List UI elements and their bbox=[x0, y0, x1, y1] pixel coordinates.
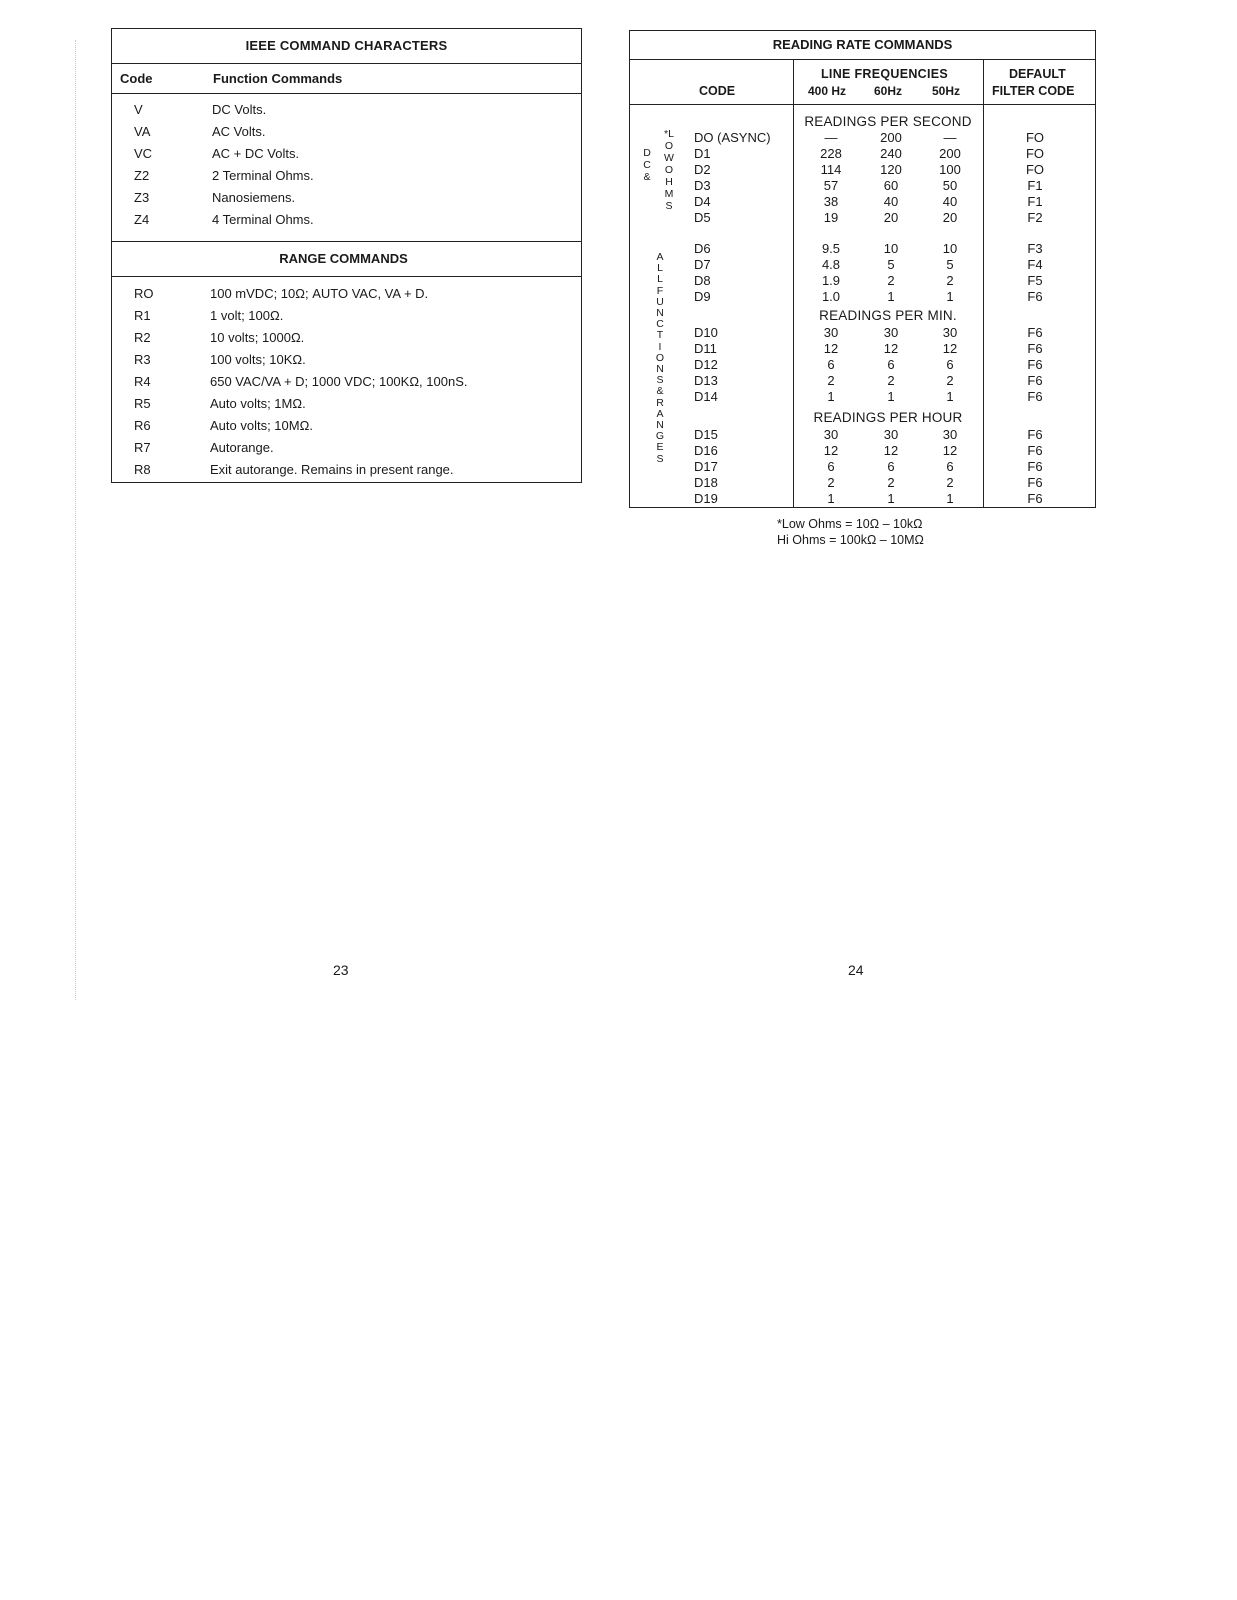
function-desc: 2 Terminal Ohms. bbox=[212, 168, 314, 183]
side-letter: L bbox=[657, 273, 663, 286]
rate-60hz: 240 bbox=[880, 146, 902, 161]
rate-code: DO (ASYNC) bbox=[694, 130, 771, 145]
rate-code: D6 bbox=[694, 241, 711, 256]
rate-code: D18 bbox=[694, 475, 718, 490]
function-code: Z2 bbox=[134, 168, 150, 183]
rate-code: D7 bbox=[694, 257, 711, 272]
filter-code: F6 bbox=[1027, 373, 1043, 388]
function-code: Z4 bbox=[134, 212, 150, 227]
rate-400hz: 1.9 bbox=[821, 273, 841, 288]
code-column-header: CODE bbox=[699, 84, 736, 98]
filter-header-line1: DEFAULT bbox=[1009, 67, 1066, 81]
rate-60hz: 6 bbox=[887, 357, 895, 372]
rate-400hz: 6 bbox=[827, 357, 835, 372]
rate-400hz: 19 bbox=[823, 210, 839, 225]
filter-code: F6 bbox=[1027, 341, 1043, 356]
side-letter: N bbox=[656, 307, 664, 320]
ohms-footnote bbox=[777, 516, 924, 548]
rate-50hz: 30 bbox=[942, 427, 958, 442]
rate-row bbox=[630, 443, 1095, 459]
rate-row bbox=[630, 130, 1095, 146]
rate-400hz: 30 bbox=[823, 427, 839, 442]
ieee-command-table bbox=[111, 28, 582, 483]
filter-code: F1 bbox=[1027, 178, 1043, 193]
range-row bbox=[112, 393, 581, 415]
filter-code: F6 bbox=[1027, 491, 1043, 506]
rate-row bbox=[630, 241, 1095, 257]
freq-50-header: 50Hz bbox=[932, 84, 961, 98]
function-desc: DC Volts. bbox=[212, 102, 267, 117]
rate-60hz: 12 bbox=[883, 341, 899, 356]
rate-code: D16 bbox=[694, 443, 718, 458]
rate-row bbox=[630, 325, 1095, 341]
range-desc: Autorange. bbox=[210, 440, 274, 455]
range-code: R7 bbox=[134, 440, 151, 455]
side-letter: & bbox=[643, 171, 651, 183]
range-commands-title-text: RANGE COMMANDS bbox=[279, 251, 408, 266]
rate-row bbox=[630, 178, 1095, 194]
rate-400hz: 4.8 bbox=[821, 257, 841, 272]
rate-50hz: 1 bbox=[946, 389, 954, 404]
rate-code: D19 bbox=[694, 491, 718, 506]
rate-row bbox=[630, 459, 1095, 475]
rate-50hz: 1 bbox=[946, 491, 954, 506]
function-row bbox=[112, 143, 581, 165]
line-frequencies-header: LINE FREQUENCIES bbox=[821, 67, 949, 81]
rate-row bbox=[630, 427, 1095, 443]
rate-400hz: 6 bbox=[827, 459, 835, 474]
rate-code: D12 bbox=[694, 357, 718, 372]
filter-header-line2: FILTER CODE bbox=[992, 84, 1075, 98]
side-letter: W bbox=[664, 152, 674, 164]
filter-code: F5 bbox=[1027, 273, 1043, 288]
range-row bbox=[112, 437, 581, 459]
filter-code: F6 bbox=[1027, 475, 1043, 490]
rate-code: D11 bbox=[694, 341, 717, 356]
rate-50hz: — bbox=[943, 130, 957, 145]
filter-code: F6 bbox=[1027, 325, 1043, 340]
rate-50hz: 30 bbox=[942, 325, 958, 340]
rate-code: D14 bbox=[694, 389, 718, 404]
section-per-second: READINGS PER SECOND bbox=[804, 114, 972, 129]
reading-rate-title: READING RATE COMMANDS bbox=[630, 31, 1095, 60]
rate-code: D17 bbox=[694, 459, 718, 474]
rate-code: D1 bbox=[694, 146, 711, 161]
side-letter: O bbox=[655, 351, 665, 364]
rate-50hz: 20 bbox=[942, 210, 958, 225]
side-letter: L bbox=[657, 262, 663, 275]
freq-400-header: 400 Hz bbox=[808, 84, 847, 98]
section-per-hour: READINGS PER HOUR bbox=[813, 410, 963, 425]
filter-code: F4 bbox=[1027, 257, 1043, 272]
rate-60hz: 6 bbox=[887, 459, 895, 474]
side-letter: N bbox=[656, 363, 664, 376]
rate-row bbox=[630, 389, 1095, 405]
rate-400hz: 1 bbox=[827, 491, 835, 506]
filter-code: F6 bbox=[1027, 357, 1043, 372]
rate-60hz: 1 bbox=[887, 491, 895, 506]
function-column-header: Function Commands bbox=[213, 71, 343, 86]
filter-code: F1 bbox=[1027, 194, 1043, 209]
rate-60hz: 1 bbox=[887, 389, 895, 404]
rate-60hz: 30 bbox=[883, 325, 899, 340]
rate-code: D15 bbox=[694, 427, 718, 442]
filter-code: F6 bbox=[1027, 443, 1043, 458]
section-per-min: READINGS PER MIN. bbox=[819, 308, 957, 323]
rate-400hz: 114 bbox=[820, 162, 842, 177]
side-letter: F bbox=[656, 284, 664, 297]
range-commands-title bbox=[112, 242, 581, 277]
filter-code: FO bbox=[1025, 162, 1045, 177]
range-row bbox=[112, 327, 581, 349]
side-letter: *L bbox=[664, 128, 674, 140]
rate-400hz: 30 bbox=[823, 325, 839, 340]
rate-400hz: 228 bbox=[820, 146, 842, 161]
range-code: R8 bbox=[134, 462, 151, 477]
function-desc: Nanosiemens. bbox=[212, 190, 296, 205]
ieee-column-header bbox=[112, 64, 581, 94]
range-row bbox=[112, 371, 581, 393]
side-letter: S bbox=[665, 200, 673, 212]
reading-rate-table bbox=[629, 30, 1096, 508]
rate-code: D5 bbox=[694, 210, 711, 225]
footnote-low-ohms: *Low Ohms = 10Ω – 10kΩ bbox=[777, 517, 923, 531]
rate-400hz: 12 bbox=[823, 443, 839, 458]
rate-row bbox=[630, 162, 1095, 178]
rate-400hz: 1 bbox=[827, 389, 835, 404]
filter-code: F6 bbox=[1027, 289, 1043, 304]
rate-50hz: 2 bbox=[946, 373, 954, 388]
range-desc: 100 mVDC; 10Ω; AUTO VAC, VA + D. bbox=[210, 286, 429, 301]
rate-code: D13 bbox=[694, 373, 718, 388]
rate-code: D4 bbox=[694, 194, 711, 209]
freq-60-header: 60Hz bbox=[874, 84, 903, 98]
rate-row bbox=[630, 146, 1095, 162]
side-letter: N bbox=[656, 419, 664, 432]
side-letter: S bbox=[656, 452, 664, 465]
range-desc: 650 VAC/VA + D; 1000 VDC; 100KΩ, 100nS. bbox=[210, 374, 468, 389]
function-code: V bbox=[134, 102, 143, 117]
function-row bbox=[112, 121, 581, 143]
rate-400hz: 9.5 bbox=[821, 241, 841, 256]
rate-row bbox=[630, 289, 1095, 305]
filter-code: F2 bbox=[1027, 210, 1043, 225]
function-desc: AC + DC Volts. bbox=[212, 146, 300, 161]
function-code: VA bbox=[134, 124, 151, 139]
rate-60hz: 10 bbox=[883, 241, 899, 256]
range-row bbox=[112, 459, 581, 481]
rate-60hz: 30 bbox=[883, 427, 899, 442]
range-code: R1 bbox=[134, 308, 151, 323]
page-number-left: 23 bbox=[333, 962, 349, 978]
rate-400hz: 1.0 bbox=[821, 289, 841, 304]
side-letter: O bbox=[664, 140, 674, 152]
rate-50hz: 2 bbox=[946, 273, 954, 288]
rate-code: D9 bbox=[694, 289, 711, 304]
function-code: Z3 bbox=[134, 190, 150, 205]
side-letter: R bbox=[656, 396, 664, 409]
rate-50hz: 6 bbox=[946, 357, 954, 372]
range-desc: Exit autorange. Remains in present range. bbox=[210, 462, 454, 477]
side-letter: H bbox=[665, 176, 673, 188]
rate-60hz: 200 bbox=[880, 130, 902, 145]
rate-row bbox=[630, 475, 1095, 491]
rate-50hz: 100 bbox=[939, 162, 961, 177]
filter-code: F6 bbox=[1027, 459, 1043, 474]
rate-60hz: 2 bbox=[887, 273, 895, 288]
side-letter: D bbox=[643, 147, 651, 159]
filter-code: F3 bbox=[1027, 241, 1043, 256]
footnote-hi-ohms: Hi Ohms = 100kΩ – 10MΩ bbox=[777, 533, 924, 547]
range-desc: Auto volts; 1MΩ. bbox=[210, 396, 306, 411]
rate-60hz: 120 bbox=[880, 162, 902, 177]
range-code: RO bbox=[134, 286, 154, 301]
rate-row bbox=[630, 357, 1095, 376]
side-letter: O bbox=[664, 164, 674, 176]
rate-row bbox=[630, 257, 1095, 273]
rate-400hz: 12 bbox=[823, 341, 839, 356]
range-row bbox=[112, 415, 581, 437]
rate-row bbox=[630, 273, 1095, 289]
rate-50hz: 2 bbox=[946, 475, 954, 490]
range-command-list bbox=[112, 277, 581, 481]
rate-60hz: 2 bbox=[887, 475, 895, 490]
range-row bbox=[112, 283, 581, 305]
range-code: R3 bbox=[134, 352, 151, 367]
rate-50hz: 200 bbox=[939, 146, 961, 161]
side-letter: M bbox=[664, 188, 674, 200]
rate-60hz: 5 bbox=[887, 257, 895, 272]
rate-60hz: 12 bbox=[883, 443, 899, 458]
function-desc: AC Volts. bbox=[212, 124, 266, 139]
function-row bbox=[112, 99, 581, 121]
rate-row bbox=[630, 373, 1095, 389]
reading-rate-header bbox=[630, 60, 1095, 105]
rate-50hz: 40 bbox=[942, 194, 958, 209]
side-letter: S bbox=[656, 374, 664, 387]
rate-400hz: 38 bbox=[823, 194, 839, 209]
rate-50hz: 1 bbox=[946, 289, 954, 304]
filter-code: FO bbox=[1025, 146, 1045, 161]
function-row bbox=[112, 165, 581, 187]
rate-400hz: 57 bbox=[823, 178, 839, 193]
range-code: R2 bbox=[134, 330, 151, 345]
page-edge-mark bbox=[75, 40, 76, 1000]
side-letter: G bbox=[655, 430, 665, 443]
function-row bbox=[112, 209, 581, 231]
rate-row bbox=[630, 210, 1095, 226]
filter-code: F6 bbox=[1027, 389, 1043, 404]
side-letter: C bbox=[656, 318, 664, 331]
rate-50hz: 10 bbox=[942, 241, 958, 256]
page-number-right: 24 bbox=[848, 962, 864, 978]
rate-row bbox=[630, 491, 1095, 507]
rate-code: D10 bbox=[694, 325, 718, 340]
range-row bbox=[112, 349, 581, 371]
rate-50hz: 50 bbox=[942, 178, 958, 193]
rate-50hz: 12 bbox=[942, 341, 958, 356]
rate-60hz: 60 bbox=[883, 178, 899, 193]
rate-50hz: 12 bbox=[942, 443, 958, 458]
range-desc: 10 volts; 1000Ω. bbox=[210, 330, 305, 345]
function-row bbox=[112, 187, 581, 209]
rate-code: D2 bbox=[694, 162, 711, 177]
side-letter: A bbox=[656, 251, 664, 263]
range-desc: 1 volt; 100Ω. bbox=[210, 308, 284, 323]
side-letter: U bbox=[656, 295, 664, 308]
rate-row bbox=[630, 194, 1095, 210]
filter-code: F6 bbox=[1027, 427, 1043, 442]
rate-code: D3 bbox=[694, 178, 711, 193]
rate-400hz: 2 bbox=[827, 373, 835, 388]
rate-60hz: 2 bbox=[887, 373, 895, 388]
side-letter: C bbox=[643, 159, 651, 171]
range-code: R6 bbox=[134, 418, 151, 433]
rate-50hz: 5 bbox=[946, 257, 954, 272]
side-letter: I bbox=[658, 340, 662, 353]
range-desc: Auto volts; 10MΩ. bbox=[210, 418, 313, 433]
range-row bbox=[112, 305, 581, 327]
filter-code: FO bbox=[1025, 130, 1045, 145]
function-code: VC bbox=[134, 146, 153, 161]
side-letter: E bbox=[656, 441, 664, 454]
rate-400hz: 2 bbox=[827, 475, 835, 490]
ieee-table-title: IEEE COMMAND CHARACTERS bbox=[112, 29, 581, 64]
rate-50hz: 6 bbox=[946, 459, 954, 474]
function-desc: 4 Terminal Ohms. bbox=[212, 212, 314, 227]
rate-400hz: — bbox=[824, 130, 838, 145]
range-desc: 100 volts; 10KΩ. bbox=[210, 352, 306, 367]
code-column-header: Code bbox=[120, 71, 153, 86]
range-code: R4 bbox=[134, 374, 151, 389]
rate-code: D8 bbox=[694, 273, 711, 288]
side-letter: & bbox=[656, 385, 664, 398]
rate-row bbox=[630, 341, 1095, 357]
side-letter: A bbox=[656, 407, 664, 420]
range-code: R5 bbox=[134, 396, 151, 411]
function-command-list bbox=[112, 94, 581, 242]
side-letter: T bbox=[656, 329, 664, 342]
rate-60hz: 40 bbox=[883, 194, 899, 209]
rate-60hz: 1 bbox=[887, 289, 895, 304]
rate-60hz: 20 bbox=[883, 210, 899, 225]
